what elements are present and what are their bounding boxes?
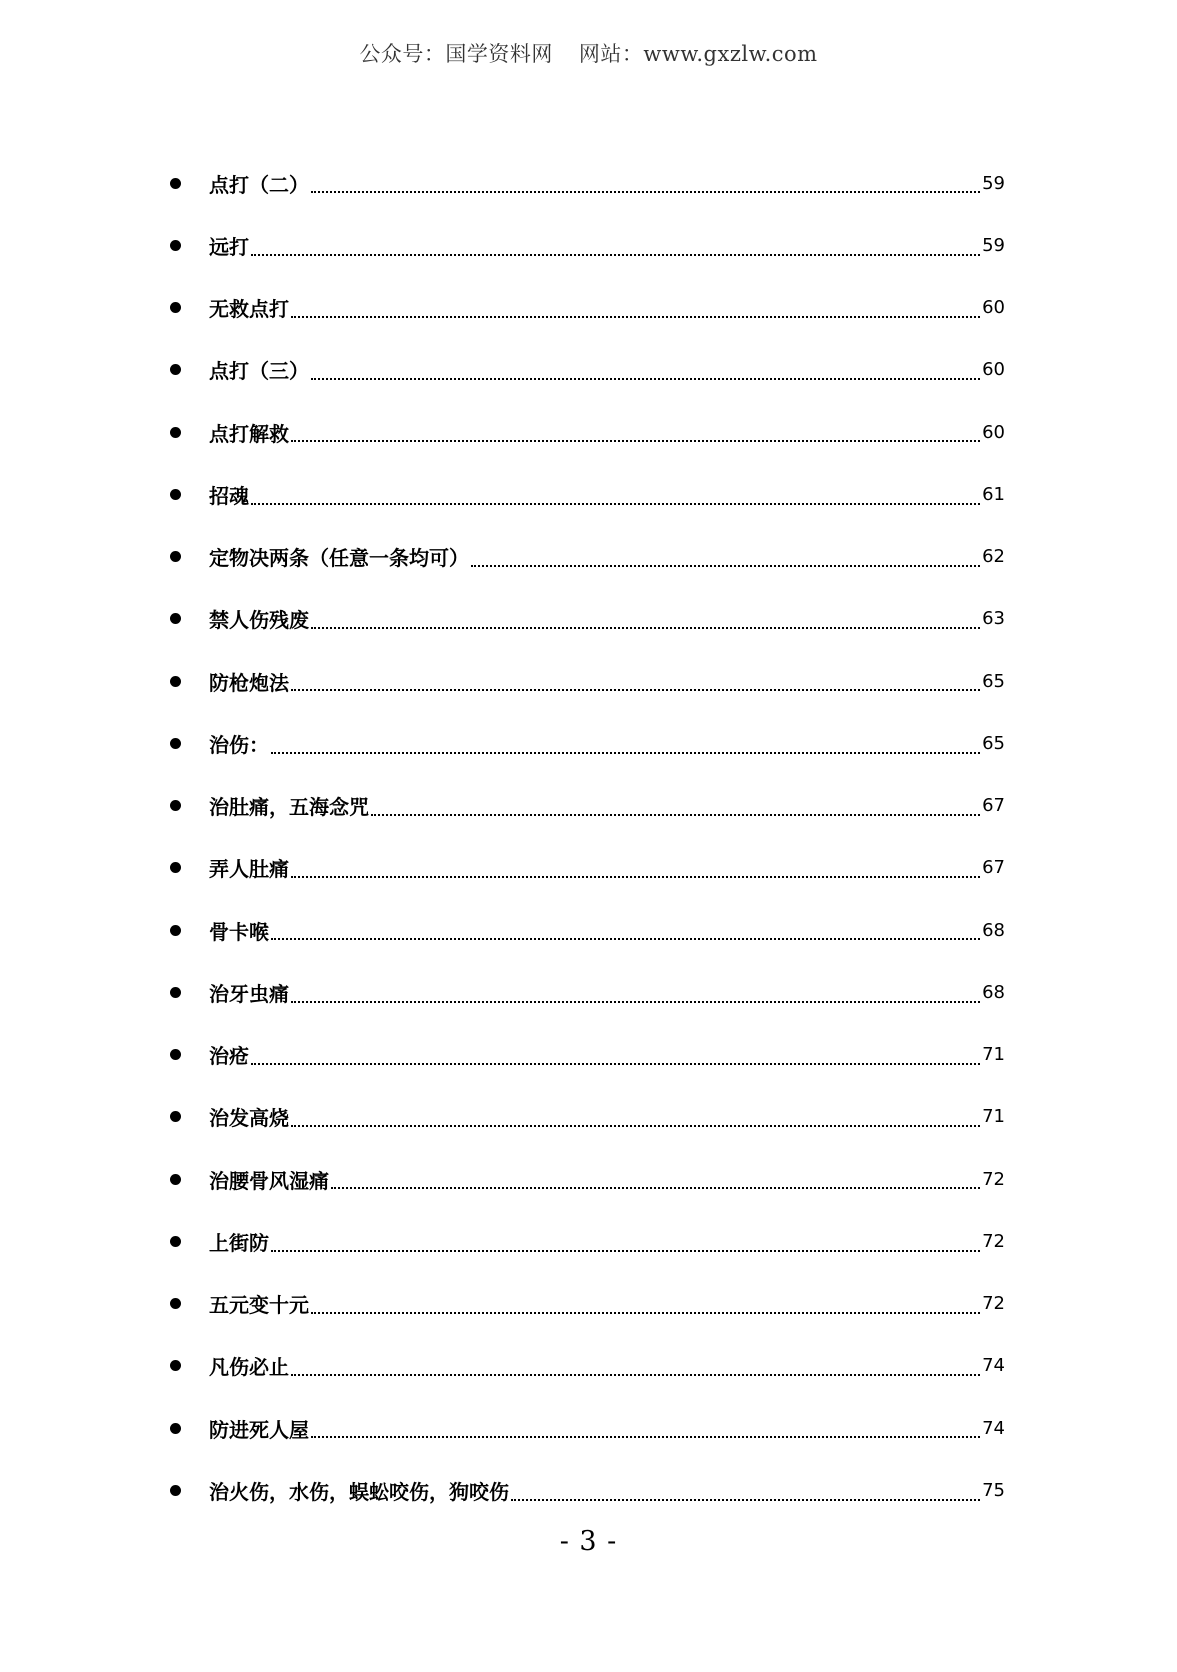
toc-entry[interactable] [170,1335,1005,1397]
dot-leader [271,752,980,754]
toc-entry-title: 点打解救 [209,421,289,446]
toc-entry[interactable] [170,152,1005,214]
toc-entry-page-number: 61 [982,483,1005,505]
toc-entry-page-number: 72 [982,1293,1005,1315]
toc-entry-title: 上街防 [209,1230,269,1255]
toc-entry-page-number: 75 [982,1479,1005,1501]
dot-leader [251,254,980,256]
toc-entry-title: 凡伤必止 [209,1355,289,1380]
toc-entry-title: 骨卡喉 [209,919,269,944]
dot-leader [311,627,980,629]
page-number: - 3 - [559,1526,618,1557]
toc-entry[interactable] [170,1024,1005,1086]
toc-entry-page-number: 72 [982,1230,1005,1252]
dot-leader [311,378,980,380]
dot-leader [311,1436,980,1438]
dot-leader [251,503,980,505]
toc-entry[interactable] [170,339,1005,401]
toc-entry-title: 治发高烧 [209,1106,289,1131]
bullet-icon [170,427,181,438]
dot-leader [271,938,980,940]
toc-entry-page-number: 68 [982,981,1005,1003]
bullet-icon [170,925,181,936]
toc-entry-page-number: 60 [982,421,1005,443]
toc-entry[interactable] [170,712,1005,774]
toc-entry[interactable] [170,1086,1005,1148]
bullet-icon [170,364,181,375]
toc-entry-title: 治牙虫痛 [209,981,289,1006]
bullet-icon [170,489,181,500]
toc-entry-title: 招魂 [209,483,249,508]
toc-entry-title: 治腰骨风湿痛 [209,1168,329,1193]
dot-leader [311,1312,980,1314]
toc-entry[interactable] [170,277,1005,339]
bullet-icon [170,302,181,313]
bullet-icon [170,551,181,562]
toc-entry[interactable] [170,961,1005,1023]
toc-entry[interactable] [170,1210,1005,1272]
bullet-icon [170,1174,181,1185]
dot-leader [291,440,980,442]
toc-entry-page-number: 68 [982,919,1005,941]
bullet-icon [170,800,181,811]
toc-entry-title: 无救点打 [209,297,289,322]
bullet-icon [170,738,181,749]
toc-entry[interactable] [170,1397,1005,1459]
toc-entry-page-number: 65 [982,670,1005,692]
dot-leader [371,814,980,816]
dot-leader [311,191,980,193]
bullet-icon [170,1485,181,1496]
toc-entry-title: 点打（三） [209,359,309,384]
toc-entry-title: 防枪炮法 [209,670,289,695]
toc-entry-page-number: 60 [982,297,1005,319]
dot-leader [291,1001,980,1003]
toc-entry-page-number: 71 [982,1106,1005,1128]
toc-entry-title: 治肚痛，五海念咒 [209,795,369,820]
toc-entry-title: 点打（二） [209,172,309,197]
dot-leader [511,1499,980,1501]
toc-entry-page-number: 74 [982,1417,1005,1439]
dot-leader [291,316,980,318]
dot-leader [471,565,980,567]
dot-leader [251,1063,980,1065]
bullet-icon [170,240,181,251]
toc-entry[interactable] [170,899,1005,961]
toc-entry-title: 定物决两条（任意一条均可） [209,546,469,571]
dot-leader [291,1125,980,1127]
bullet-icon [170,613,181,624]
bullet-icon [170,1298,181,1309]
bullet-icon [170,1360,181,1371]
toc-entry[interactable] [170,526,1005,588]
toc-entry-page-number: 59 [982,172,1005,194]
toc-entry[interactable] [170,401,1005,463]
toc-entry-page-number: 59 [982,234,1005,256]
bullet-icon [170,987,181,998]
bullet-icon [170,676,181,687]
toc-entry-page-number: 74 [982,1355,1005,1377]
toc-entry-title: 弄人肚痛 [209,857,289,882]
header-account-label: 公众号：国学资料网 [359,42,553,66]
toc-entry-page-number: 62 [982,546,1005,568]
toc-entry-page-number: 72 [982,1168,1005,1190]
toc-entry[interactable] [170,650,1005,712]
dot-leader [331,1187,980,1189]
toc-entry[interactable] [170,463,1005,525]
dot-leader [291,689,980,691]
toc-entry[interactable] [170,214,1005,276]
toc-entry[interactable] [170,775,1005,837]
dot-leader [271,1250,980,1252]
toc-entry-page-number: 71 [982,1044,1005,1066]
toc-entry-title: 治伤： [209,732,269,757]
bullet-icon [170,1111,181,1122]
bullet-icon [170,1236,181,1247]
dot-leader [291,1374,980,1376]
toc-entry-title: 治火伤，水伤，蜈蚣咬伤，狗咬伤 [209,1479,509,1504]
toc-entry-page-number: 67 [982,795,1005,817]
toc-entry[interactable] [170,1459,1005,1521]
toc-entry[interactable] [170,1273,1005,1335]
toc-entry-title: 五元变十元 [209,1293,309,1318]
bullet-icon [170,178,181,189]
toc-entry[interactable] [170,1148,1005,1210]
header-site-label: 网站：www.gxzlw.com [578,42,818,66]
toc-entry[interactable] [170,588,1005,650]
dot-leader [291,876,980,878]
toc-entry-page-number: 67 [982,857,1005,879]
toc-entry-page-number: 65 [982,732,1005,754]
toc-entry[interactable] [170,837,1005,899]
page-header [0,38,1177,68]
toc-entry-page-number: 60 [982,359,1005,381]
table-of-contents [170,152,1005,1522]
toc-entry-page-number: 63 [982,608,1005,630]
bullet-icon [170,862,181,873]
toc-entry-title: 禁人伤残废 [209,608,309,633]
bullet-icon [170,1049,181,1060]
toc-entry-title: 防进死人屋 [209,1417,309,1442]
bullet-icon [170,1423,181,1434]
toc-entry-title: 远打 [209,234,249,259]
toc-entry-title: 治疮 [209,1044,249,1069]
